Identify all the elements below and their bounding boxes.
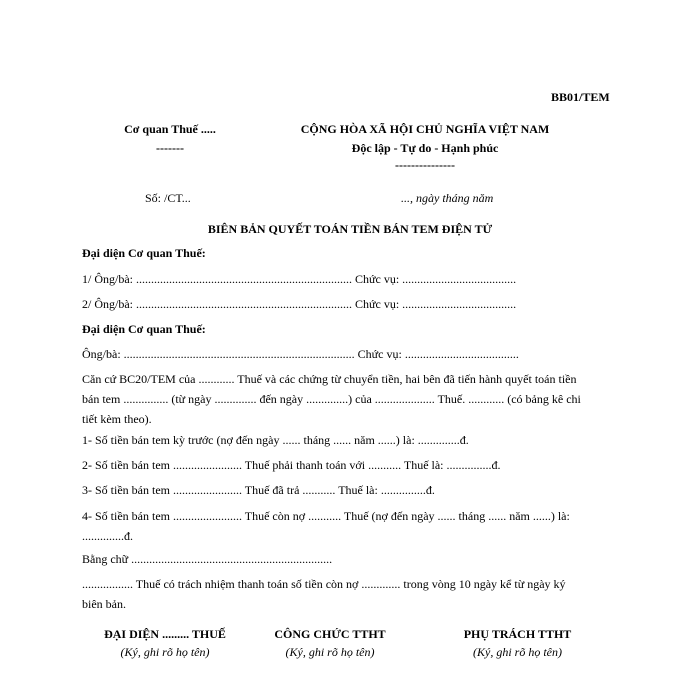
item-4: 4- Số tiền bán tem ....................... Thuế còn nợ ........... Thuế (nợ đến ngày ...... tháng ...... năm ......) là: ..............đ. (82, 509, 570, 543)
signature-3-note: (Ký, ghi rõ họ tên) (473, 645, 562, 659)
basis-paragraph: Căn cứ BC20/TEM của ............ Thuế và các chứng từ chuyển tiền, hai bên đã tiến hành quyết toán tiền bán tem ............... (từ ngày .............. đến ngày ..............) của .................... Thuế. ............ (có bảng kê chi tiết kèm theo). (82, 372, 581, 426)
place-date: ..., ngày tháng năm (401, 191, 494, 205)
signature-1-note: (Ký, ghi rõ họ tên) (120, 645, 210, 659)
amount-in-words: Bằng chữ ................................................................... (82, 552, 333, 566)
rep1-line2: 2/ Ông/bà: ........................................................................ Chức vụ: ...................................... (82, 297, 517, 311)
rep2-heading: Đại diện Cơ quan Thuế: (82, 322, 206, 336)
rep1-line1: 1/ Ông/bà: ........................................................................ Chức vụ: ...................................... (82, 272, 517, 286)
republic-heading: CỘNG HÒA XÃ HỘI CHỦ NGHĨA VIỆT NAM (300, 122, 550, 136)
rep2-line1: Ông/bà: ............................................................................. Chức vụ: ...................................... (82, 347, 519, 361)
signature-3-title: PHỤ TRÁCH TTHT (463, 627, 572, 641)
responsibility-paragraph: ................. Thuế có trách nhiệm thanh toán số tiền còn nợ ............. trong vòng 10 ngày kể từ ngày ký biên bản. (82, 577, 566, 611)
form-code: BB01/TEM (551, 90, 610, 104)
item-1: 1- Số tiền bán tem kỳ trước (nợ đến ngày ...... tháng ...... năm ......) là: ..............đ. (82, 433, 469, 447)
document-number: Số: /CT... (145, 191, 191, 205)
document-title: BIÊN BẢN QUYẾT TOÁN TIỀN BÁN TEM ĐIỆN TỬ (207, 222, 493, 236)
item-3: 3- Số tiền bán tem ....................... Thuế đã trả ........... Thuế là: ...............đ. (82, 483, 435, 497)
item-2: 2- Số tiền bán tem ....................... Thuế phải thanh toán với ........... Thuế là: ...............đ. (82, 458, 501, 472)
signature-2-note: (Ký, ghi rõ họ tên) (285, 645, 375, 659)
signature-1-title: ĐẠI DIỆN ......... THUẾ (104, 627, 226, 641)
agency-divider: ------- (156, 141, 184, 155)
rep1-heading: Đại diện Cơ quan Thuế: (82, 246, 206, 260)
agency-name: Cơ quan Thuế ..... (124, 122, 216, 136)
motto-divider: --------------- (395, 158, 455, 172)
signature-2-title: CÔNG CHỨC TTHT (274, 627, 386, 641)
motto: Độc lập - Tự do - Hạnh phúc (351, 141, 499, 155)
